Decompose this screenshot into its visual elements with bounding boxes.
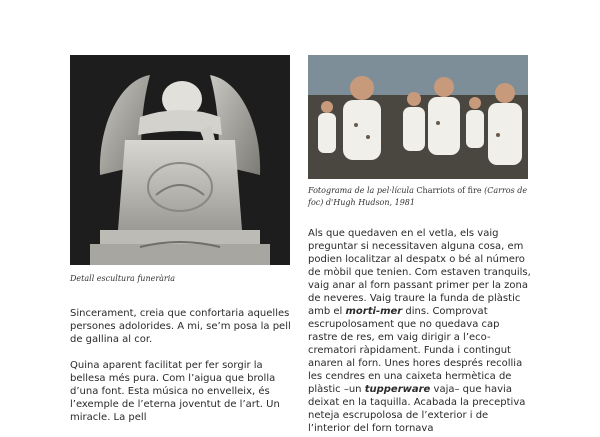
caption-prefix: Fotograma de la pel·lícula — [308, 186, 417, 195]
caption-suffix: (Carros de foc) d'Hugh Hudson, 1981 — [308, 186, 528, 207]
right-text-segment-3: vaja– que havia deixat en la taquilla. Acabada la preceptiva neteja escrupolosa de l’exterior i de l’interior del forn tornava — [308, 384, 526, 434]
left-column — [70, 55, 294, 437]
angel-sculpture-photo — [70, 55, 290, 265]
caption-film-title: Charriots of fire — [416, 186, 482, 195]
right-paragraph — [308, 227, 532, 435]
angel-sculpture-image — [70, 55, 290, 265]
left-paragraph-2: Quina aparent facilitat per fer sorgir la bellesa més pura. Com l’aigua que brolla d’una font. Esta música no envelleix, és l’exemple de l’eterna joventut de l’art. Un miracle. La pell — [70, 360, 280, 423]
left-body-text — [70, 307, 294, 424]
runners-film-still-image — [308, 55, 528, 179]
left-paragraph-1: Sincerament, creia que confortaria aquelles persones adolorides. A mi, se’m posa la pell de gallina al cor. — [70, 308, 291, 345]
film-still-photo — [308, 55, 528, 179]
right-text-segment-1: Als que quedaven en el vetla, els vaig preguntar si necessitaven alguna cosa, em podien localitzar al despatx o bé al número de mòbil que tenien. Com estaven tranquils, vaig anar al forn passant primer per la zona de neveres. Vaig traure la funda de plàstic amb el — [308, 228, 531, 317]
right-text-segment-2: dins. Comprovat escrupolosament que no quedava cap rastre de res, em vaig dirigir a l’eco-crematori ràpidament. Funda i contingut anaren al forn. Unes hores després recollia les cendres en una caixeta hermètica de plàstic –un — [308, 306, 523, 395]
right-figure-caption — [308, 185, 530, 209]
right-body-text — [308, 227, 532, 435]
right-text-emphasis-2: tupperware — [364, 384, 431, 395]
left-figure-caption: Detall escultura funerària — [70, 274, 176, 283]
right-column — [308, 55, 532, 435]
right-text-emphasis-1: morti-mer — [345, 306, 403, 317]
